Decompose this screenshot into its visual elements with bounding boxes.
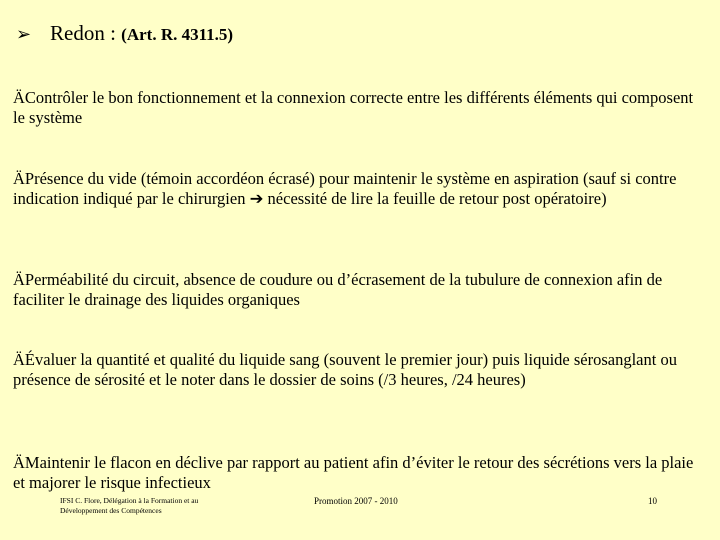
title-reference: (Art. R. 4311.5): [121, 25, 234, 44]
bullet-text: Contrôler le bon fonctionnement et la connexion correcte entre les différents éléments qui composent le système: [13, 88, 694, 127]
bullet-icon: Ä: [13, 169, 25, 188]
bullet-item: [13, 270, 709, 309]
footer-institution: IFSI C. Flore, Délégation à la Formation et au Développement des Compétences: [60, 496, 199, 515]
bullet-text: Présence du vide (témoin accordéon écrasé) pour maintenir le système en aspiration (sauf si contre indication indiqué par le chirurgien: [13, 169, 677, 208]
slide-title: [16, 20, 233, 48]
bullet-item: [13, 88, 709, 127]
arrowhead-bullet-icon: ➢: [16, 24, 32, 44]
bullet-icon: Ä: [13, 270, 25, 289]
page-number: 10: [648, 496, 657, 506]
bullet-text: nécessité de lire la feuille de retour post opératoire): [263, 188, 607, 208]
bullet-icon: Ä: [13, 350, 25, 369]
bullet-text: Perméabilité du circuit, absence de coudure ou d’écrasement de la tubulure de connexion afin de faciliter le drainage des liquides organiques: [13, 270, 663, 309]
bullet-item: [13, 453, 709, 492]
bullet-item: [13, 169, 709, 208]
bullet-text: Maintenir le flacon en déclive par rapport au patient afin d’éviter le retour des sécrétions vers la plaie et majorer le risque infectieux: [13, 453, 694, 492]
footer-promotion: Promotion 2007 - 2010: [314, 496, 398, 506]
title-main: Redon: [50, 21, 105, 45]
arrow-right-icon: ➔: [249, 188, 264, 208]
bullet-item: [13, 350, 709, 389]
bullet-icon: Ä: [13, 88, 25, 107]
bullet-icon: Ä: [13, 453, 25, 472]
title-separator: :: [104, 21, 122, 45]
bullet-text: Évaluer la quantité et qualité du liquide sang (souvent le premier jour) puis liquide sérosanglant ou présence de sérosité et le noter dans le dossier de soins (/3 heures, /24 heures): [13, 350, 677, 389]
